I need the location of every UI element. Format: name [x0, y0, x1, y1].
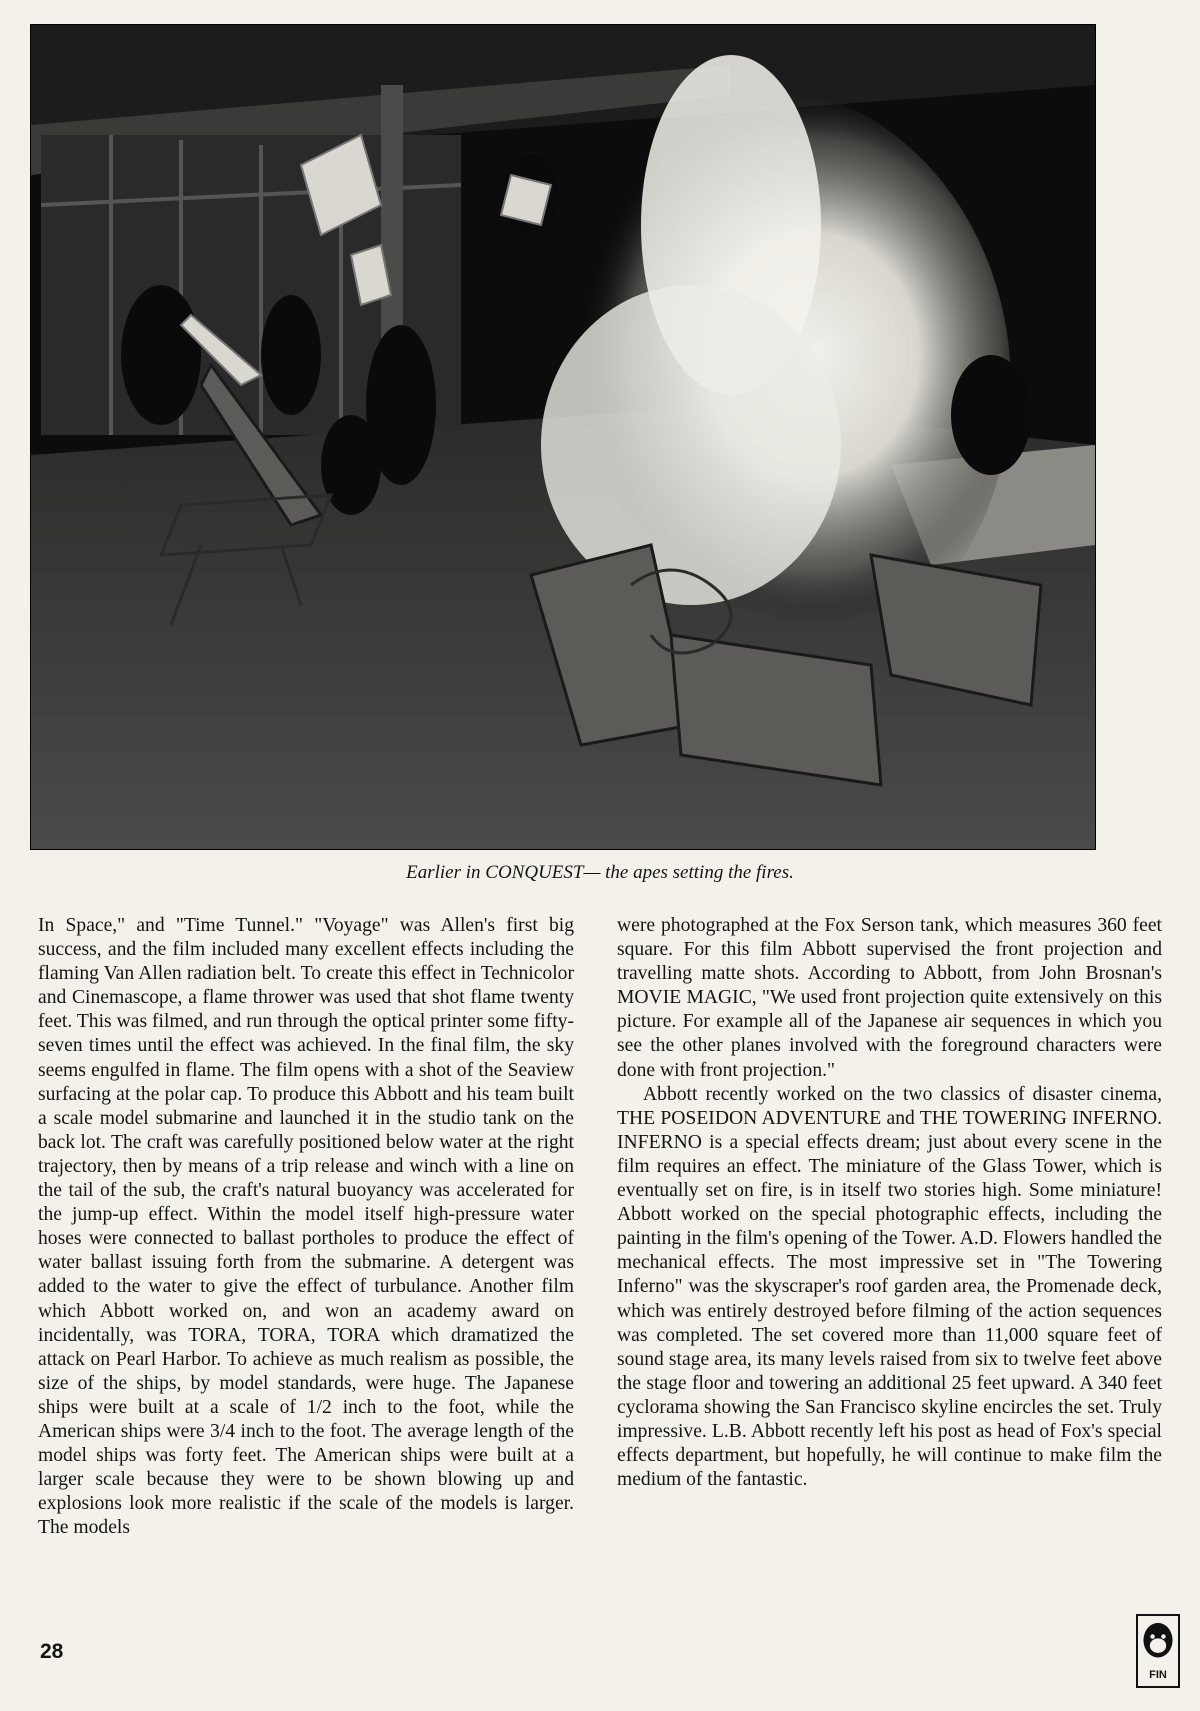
paragraph: Abbott recently worked on the two classics of disaster cinema, THE POSEIDON ADVENTURE and THE TOWERING INFERNO. INFERNO is a special effects dream; just about every scene in the film requires an effect. The miniature of the Glass Tower, which is eventually set on fire, is in itself two stories high. Some miniature! Abbott worked on the special photographic effects, including the painting in the film's opening of the Tower. A.D. Flowers handled the mechanical effects. The most impressive set in "The Towering Inferno" was the skyscraper's roof garden area, the Promenade deck, which was entirely destroyed before filming of the action sequences was completed. The set covered more than 11,000 square feet of sound stage area, its many levels raised from six to twelve feet above the stage floor and towering an additional 25 feet upward. A 340 feet cyclorama showing the San Francisco skyline encircles the set. Truly impressive. L.B. Abbott recently left his post as head of Fox's special effects department, but hopefully, he will continue to make film the medium of the fantastic. — [617, 1083, 1162, 1491]
article-column-right — [617, 914, 1162, 1492]
photo-scene-fire — [31, 25, 1095, 849]
publication-logo — [1136, 1614, 1180, 1688]
article-photo — [30, 24, 1096, 850]
logo-text: FIN — [1149, 1669, 1167, 1681]
page-number: 28 — [40, 1640, 64, 1663]
ape-head-icon — [1138, 1616, 1178, 1668]
article-column-left — [38, 914, 574, 1540]
photo-caption: Earlier in CONQUEST— the apes setting the fires. — [406, 862, 794, 883]
paragraph: In Space," and "Time Tunnel." "Voyage" was Allen's first big success, and the film included many excellent effects including the flaming Van Allen radiation belt. To create this effect in Technicolor and Cinemascope, a flame thrower was used that shot flame twenty feet. This was filmed, and run through the optical printer some fifty-seven times until the effect was achieved. In the final film, the sky seems engulfed in flame. The film opens with a shot of the Seaview surfacing at the polar cap. To produce this Abbott and his team built a scale model submarine and launched it in the studio tank on the back lot. The craft was carefully positioned below water at the right trajectory, then by means of a trip release and winch with a line on the tail of the sub, the craft's natural buoyancy was accelerated for the jump-up effect. Within the model itself high-pressure water hoses were connected to ballast portholes to produce the effect of water ballast issuing forth from the submarine. A detergent was added to the water to give the effect of turbulance. Another film which Abbott worked on, and won an academy award on incidentally, was TORA, TORA, TORA which dramatized the attack on Pearl Harbor. To achieve as much realism as possible, the size of the ships, by model standards, were huge. The Japanese ships were built at a scale of 1/2 inch to the foot, while the American ships were 3/4 inch to the foot. The average length of the model ships was forty feet. The American ships were built at a larger scale because they were to be shown blowing up and explosions look more realistic if the scale of the models is larger. The models — [38, 915, 574, 1539]
paragraph: were photographed at the Fox Serson tank, which measures 360 feet square. For this film Abbott supervised the front projection and travelling matte shots. According to Abbott, from John Brosnan's MOVIE MAGIC, "We used front projection quite extensively on this picture. For example all of the Japanese air sequences in which you see the other planes involved with the foreground characters were done with front projection." — [617, 915, 1162, 1081]
